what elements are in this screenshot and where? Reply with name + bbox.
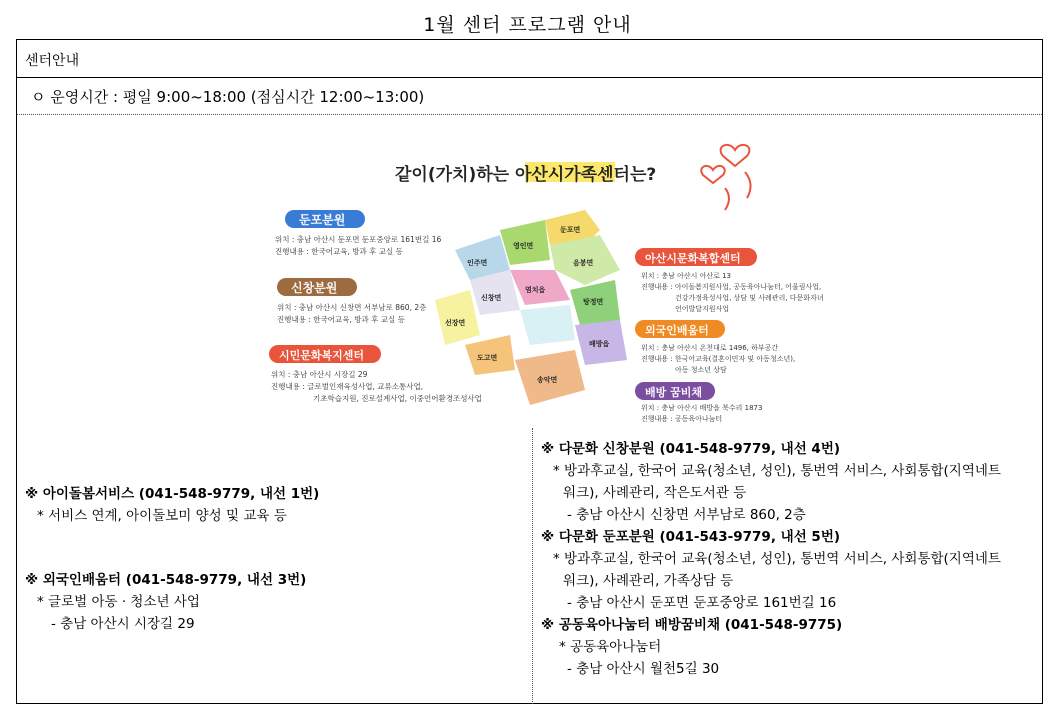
branch-location: 위치 : 충남 아산시 신창면 서부남로 860, 2층 [277, 303, 427, 312]
branch-program-2: 아동 청소년 상담 [675, 366, 727, 374]
region-label: 인주면 [467, 259, 488, 267]
dunpo-branch-title: ※ 다문화 둔포분원 (041-543-9779, 내선 5번) [541, 529, 841, 545]
branch-program-2: 기초학습지원, 진로설계사업, 이중언어환경조성사업 [313, 394, 482, 403]
sinchang-branch-title: ※ 다문화 신창분원 (041-548-9779, 내선 4번) [541, 441, 841, 457]
branch-name: 아산시문화복합센터 [645, 252, 741, 265]
dunpo-branch-item: * 방과후교실, 한국어 교육(청소년, 성인), 통번역 서비스, 사회통합(지역네트 [553, 551, 1001, 567]
sinchang-branch-item: * 방과후교실, 한국어 교육(청소년, 성인), 통번역 서비스, 사회통합(지역네트 [553, 463, 1001, 479]
branch-location: 위치 : 충남 아산시 시장길 29 [271, 370, 368, 379]
region-label: 도고면 [477, 354, 498, 362]
region-label: 선장면 [445, 319, 466, 327]
region-label: 신창면 [481, 294, 502, 302]
branch-location: 위치 : 충남 아산시 온천대로 1496, 하부공간 [641, 344, 779, 352]
childcare-title: ※ 아이돌봄서비스 (041-548-9779, 내선 1번) [25, 486, 320, 502]
heart-icon [701, 145, 750, 210]
branch-program-2: 건강가정육성사업, 상담 및 사례관리, 다문화자녀 [675, 294, 824, 302]
operating-hours: ㅇ 운영시간 : 평일 9:00~18:00 (점심시간 12:00~13:00) [17, 78, 1042, 115]
region-label: 송악면 [537, 376, 558, 384]
region-label: 음봉면 [573, 259, 594, 267]
childcare-item: * 서비스 연계, 아이돌보미 양성 및 교육 등 [37, 508, 287, 524]
region-label: 탕정면 [583, 298, 604, 306]
branch-program: 진행내용 : 글로벌인재육성사업, 교류소통사업, [271, 382, 424, 391]
branch-program-3: 언어발달지원사업 [675, 305, 730, 313]
branch-location: 위치 : 충남 아산시 아산로 13 [641, 272, 732, 280]
branch-name: 둔포분원 [299, 213, 346, 227]
center-map-infographic [255, 120, 824, 425]
branch-location: 위치 : 충남 아산시 배방읍 북수리 1873 [641, 404, 763, 412]
branch-program: 진행내용 : 아이돌봄지원사업, 공동육아나눔터, 어울림사업, [641, 283, 822, 291]
branch-program: 진행내용 : 한국어교육, 방과 후 교실 등 [275, 247, 403, 256]
map-heading: 같이(가치)하는 아산시가족센터는? [395, 165, 657, 185]
region-center [520, 305, 575, 345]
dunpo-branch-address: - 충남 아산시 둔포면 둔포중앙로 161번길 16 [567, 595, 837, 611]
region-map [435, 210, 627, 405]
baebang-address: - 충남 아산시 월천5길 30 [567, 661, 720, 677]
baebang-item: * 공동육아나눔터 [559, 639, 662, 655]
region-label: 염치읍 [525, 286, 546, 294]
center-label: 센터안내 [17, 40, 1042, 78]
branch-program: 진행내용 : 한국어교육, 방과 후 교실 등 [277, 315, 405, 324]
branch-location: 위치 : 충남 아산시 둔포면 둔포중앙로 161번길 16 [275, 235, 442, 244]
branch-name: 신창분원 [291, 281, 338, 295]
info-table [16, 39, 1043, 704]
branch-name: 시민문화복지센터 [279, 349, 365, 362]
region-label: 배방읍 [589, 340, 610, 348]
foreigner-school-title: ※ 외국인배움터 (041-548-9779, 내선 3번) [25, 572, 307, 588]
column-divider [532, 428, 533, 704]
left-section [25, 483, 525, 635]
page-title: 1월 센터 프로그램 안내 [423, 14, 632, 36]
sinchang-branch-address: - 충남 아산시 신창면 서부남로 860, 2층 [567, 507, 806, 523]
right-section [541, 438, 1041, 680]
branch-program: 진행내용 : 한국어교육(결혼이민자 및 아동청소년), [641, 355, 796, 363]
branch-name: 배방 꿈비채 [645, 386, 702, 399]
baebang-title: ※ 공동육아나눔터 배방꿈비채 (041-548-9775) [541, 617, 843, 633]
foreigner-school-address: - 충남 아산시 시장길 29 [51, 616, 195, 632]
region-seonjang [435, 290, 480, 345]
branch-program: 진행내용 : 공동육아나눔터 [641, 415, 723, 423]
region-label: 둔포면 [560, 226, 581, 234]
foreigner-school-item: * 글로벌 아동 · 청소년 사업 [37, 594, 200, 610]
dunpo-branch-item-cont: 워크), 사례관리, 가족상담 등 [563, 573, 734, 589]
sinchang-branch-item-cont: 워크), 사례관리, 작은도서관 등 [563, 485, 747, 501]
branch-name: 외국인배움터 [645, 324, 709, 337]
region-label: 영인면 [513, 242, 534, 250]
